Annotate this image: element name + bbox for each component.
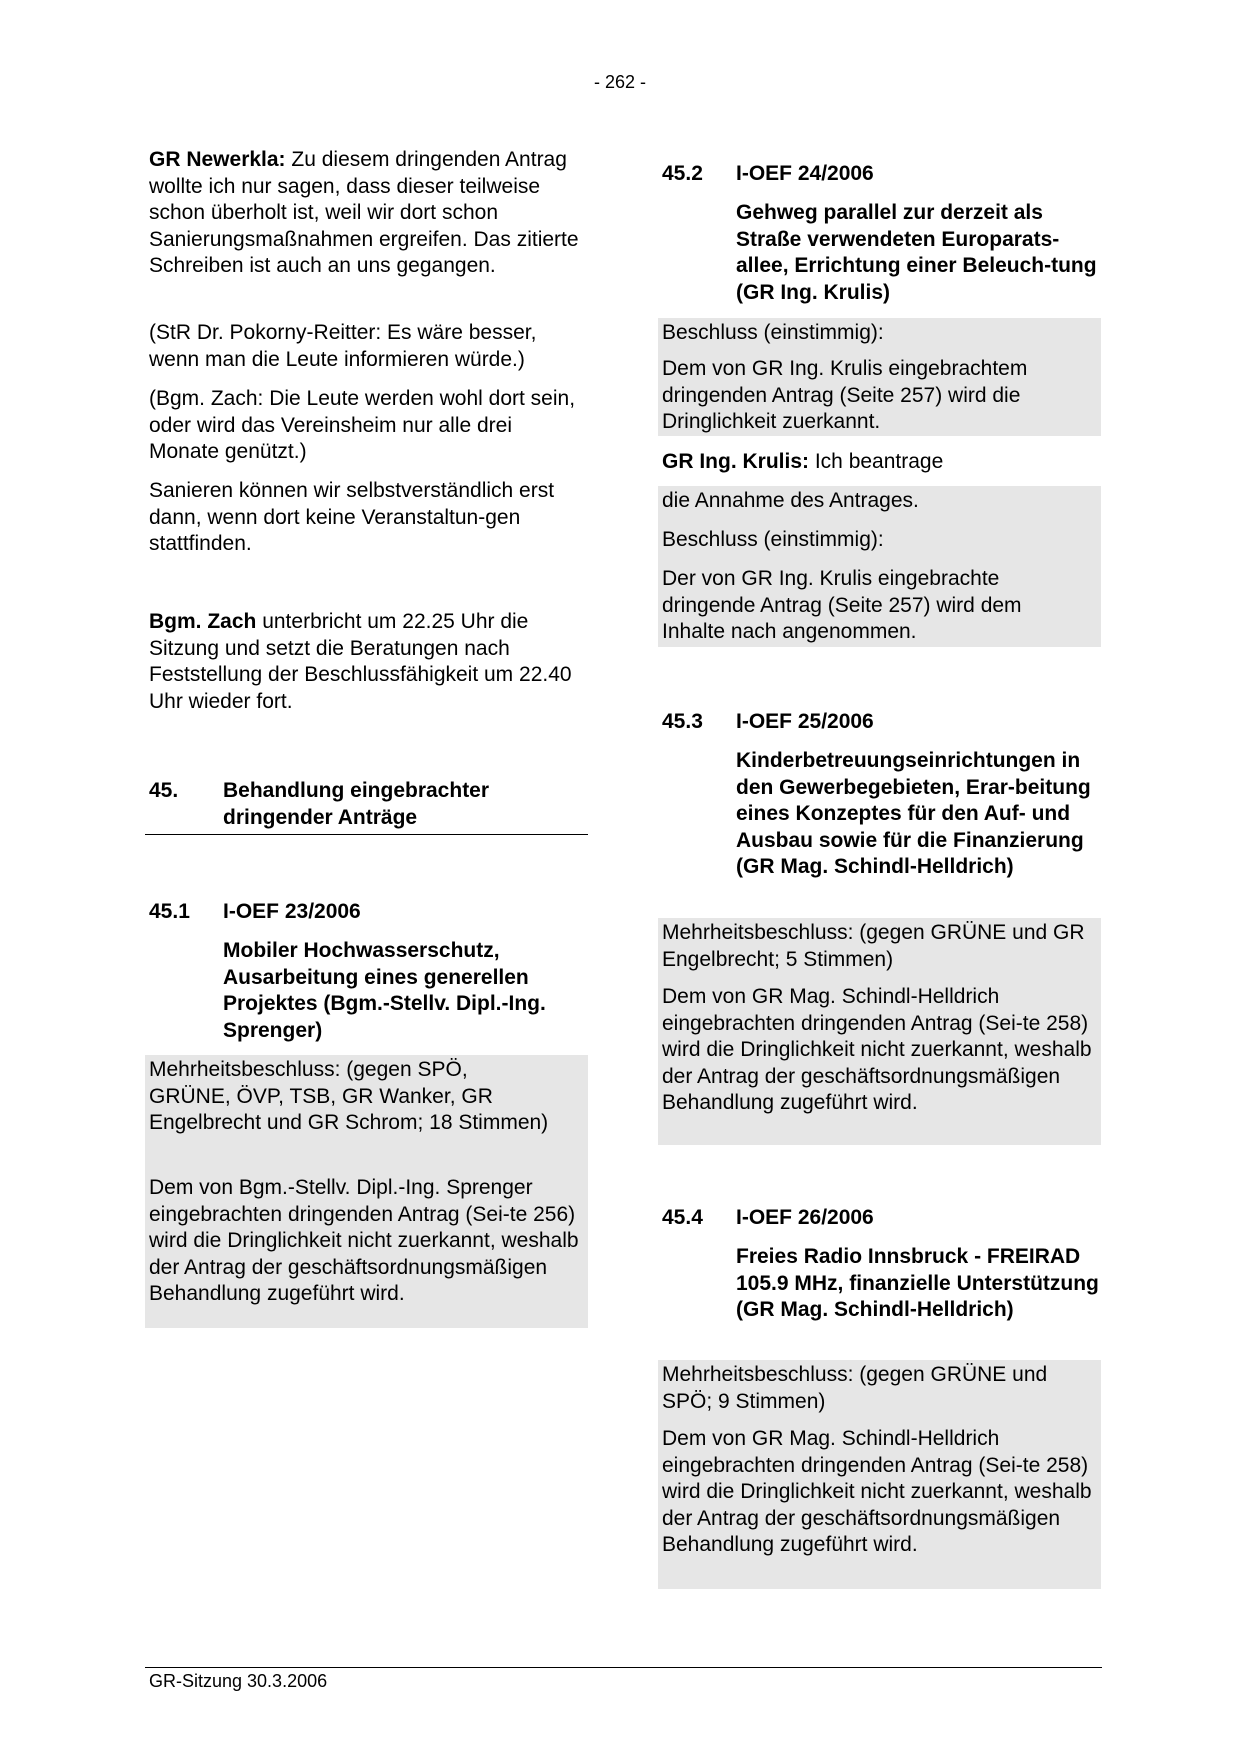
- item-number: 45.2: [662, 162, 703, 185]
- footer-session-date: GR-Sitzung 30.3.2006: [149, 1671, 328, 1691]
- decision-text: Beschluss (einstimmig):: [662, 321, 884, 344]
- session-interruption: [149, 609, 584, 715]
- item-subject: Freies Radio Innsbruck - FREIRAD 105.9 MHz, finanzielle Unterstützung (GR Mag. Schindl-Helldrich): [736, 1245, 1099, 1321]
- section-number: 45.: [149, 779, 179, 802]
- zach-remark: (Bgm. Zach: Die Leute werden wohl dort sein, oder wird das Vereinsheim nur alle drei Monate genützt.): [149, 387, 576, 463]
- section-title: Behandlung eingebrachter dringender Anträge: [223, 779, 490, 829]
- item-number: 45.1: [149, 900, 190, 923]
- krulis-statement: [662, 449, 1097, 476]
- decision-box: [658, 1360, 1101, 1589]
- item-code: I-OEF 23/2006: [223, 900, 361, 923]
- speaker-name: GR Newerkla:: [149, 148, 286, 171]
- page-number: - 262 -: [593, 72, 647, 92]
- pokorny-remark: (StR Dr. Pokorny-Reitter: Es wäre besser, wenn man die Leute informieren würde.): [149, 321, 537, 371]
- result-text: Dem von Bgm.-Stellv. Dipl.-Ing. Sprenger eingebrachten dringenden Antrag (Sei-te 256) wird die Dringlichkeit nicht zuerkannt, weshalb der Antrag der geschäftsordnungsmäßigen Behandlung zugeführt wird.: [149, 1176, 579, 1305]
- result-text: Dem von GR Mag. Schindl-Helldrich eingebrachten dringenden Antrag (Sei-te 258) wird die Dringlichkeit nicht zuerkannt, weshalb der Antrag der geschäftsordnungsmäßigen Behandlung zugeführt wird.: [662, 1427, 1092, 1556]
- motion-text: die Annahme des Antrages.: [662, 489, 919, 512]
- result-text: Dem von GR Ing. Krulis eingebrachtem dringenden Antrag (Seite 257) wird die Dringlichkeit zuerkannt.: [662, 357, 1028, 433]
- item-subject: Gehweg parallel zur derzeit als Straße verwendeten Europarats-allee, Errichtung einer Beleuch-tung (GR Ing. Krulis): [736, 201, 1097, 304]
- item-code: I-OEF 26/2006: [736, 1206, 874, 1229]
- decision-box: [658, 486, 1101, 647]
- statement-text: Zu diesem dringenden Antrag wollte ich nur sagen, dass dieser teilweise schon überholt ist, weil wir dort schon Sanierungsmaßnahmen ergreifen. Das zitierte Schreiben ist auch an uns gegangen.: [149, 148, 579, 277]
- decision-text: Beschluss (einstimmig):: [662, 528, 884, 551]
- decision-text: Mehrheitsbeschluss: (gegen SPÖ, GRÜNE, ÖVP, TSB, GR Wanker, GR Engelbrecht und GR Schrom; 18 Stimmen): [149, 1058, 549, 1134]
- result-text: Der von GR Ing. Krulis eingebrachte dringende Antrag (Seite 257) wird dem Inhalte nach angenommen.: [662, 567, 1022, 643]
- footer-divider: [145, 1667, 1102, 1668]
- item-subject: Kinderbetreuungseinrichtungen in den Gewerbegebieten, Erar-beitung eines Konzeptes für den Auf- und Ausbau sowie für die Finanzierung (GR Mag. Schindl-Helldrich): [736, 749, 1091, 878]
- decision-box: [658, 318, 1101, 436]
- newerkla-statement: [149, 147, 584, 280]
- item-number: 45.3: [662, 710, 703, 733]
- item-code: I-OEF 25/2006: [736, 710, 874, 733]
- item-number: 45.4: [662, 1206, 703, 1229]
- decision-box: [658, 918, 1101, 1145]
- interruption-text: unterbricht um 22.25 Uhr die Sitzung und setzt die Beratungen nach Feststellung der Beschlussfähigkeit um 22.40 Uhr wieder fort.: [149, 610, 572, 713]
- decision-text: Mehrheitsbeschluss: (gegen GRÜNE und GR Engelbrecht; 5 Stimmen): [662, 921, 1085, 971]
- statement-text: Ich beantrage: [814, 450, 944, 473]
- speaker-name: Bgm. Zach: [149, 610, 257, 633]
- result-text: Dem von GR Mag. Schindl-Helldrich eingebrachten dringenden Antrag (Sei-te 258) wird die Dringlichkeit nicht zuerkannt, weshalb der Antrag der geschäftsordnungsmäßigen Behandlung zugeführt wird.: [662, 985, 1092, 1114]
- sanieren-statement: Sanieren können wir selbstverständlich erst dann, wenn dort keine Veranstaltun-gen stattfinden.: [149, 479, 555, 555]
- section-divider: [145, 834, 588, 835]
- item-subject: Mobiler Hochwasserschutz, Ausarbeitung eines generellen Projektes (Bgm.-Stellv. Dipl.-Ing. Sprenger): [223, 939, 546, 1042]
- decision-text: Mehrheitsbeschluss: (gegen GRÜNE und SPÖ; 9 Stimmen): [662, 1363, 1048, 1413]
- item-code: I-OEF 24/2006: [736, 162, 874, 185]
- speaker-name: GR Ing. Krulis:: [662, 450, 809, 473]
- decision-box: [145, 1055, 588, 1328]
